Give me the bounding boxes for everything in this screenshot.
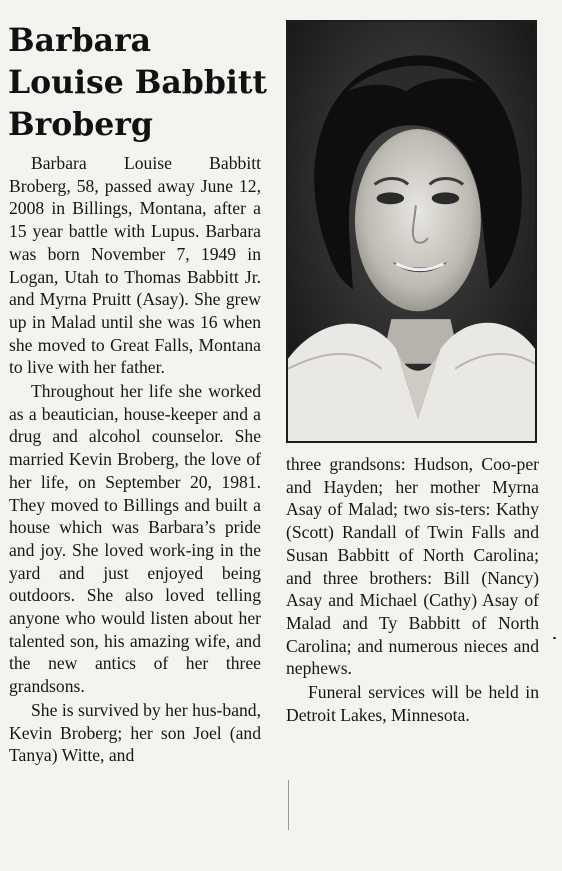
headline-line-1: Barbara <box>8 22 152 59</box>
headline-line-3: Broberg <box>8 106 153 143</box>
obituary-paragraph-services: Funeral services will be held in Detroit Lakes, Minnesota. <box>286 682 539 725</box>
obituary-headline <box>8 20 278 146</box>
obituary-paragraph-life: Throughout her life she worked as a beautician, house-keeper and a drug and alcohol counselor. She married Kevin Broberg, the love of her life, on September 20, 1981. They moved to Billings and built a house which was Barbara’s pride and joy. She loved work-ing in the yard and just enjoyed being outdoors. She also loved telling anyone who would listen about her talented son, his amazing wife, and the new antics of her three grandsons. <box>9 381 261 697</box>
print-speck <box>553 637 556 639</box>
headline-line-2: Louise Babbitt <box>8 64 267 101</box>
obituary-paragraph-intro: Barbara Louise Babbitt Broberg, 58, passed away June 12, 2008 in Billings, Montana, after a 15 year battle with Lupus. Barbara was born November 7, 1949 in Logan, Utah to Thomas Babbitt Jr. and Myrna Pruitt (Asay). She grew up in Malad until she was 16 when she moved to Great Falls, Montana to live with her father. <box>9 153 261 378</box>
portrait-image <box>288 22 535 441</box>
obituary-column-2 <box>286 453 539 726</box>
obituary-paragraph-survivors-start: She is survived by her hus-band, Kevin Broberg; her son Joel (and Tanya) Witte, and <box>9 699 261 766</box>
column-rule <box>288 780 289 830</box>
portrait-photo <box>286 20 537 443</box>
obituary-paragraph-survivors-continued: three grandsons: Hudson, Coo-per and Hayden; her mother Myrna Asay of Malad; two sis-ters: Kathy (Scott) Randall of Twin Falls and Susan Babbitt of North Carolina; and three brothers: Bill (Nancy) Asay and Michael (Cathy) Asay of Malad and Ty Babbitt of North Carolina; and numerous nieces and nephews. <box>286 454 539 679</box>
obituary-column-1 <box>9 152 261 767</box>
